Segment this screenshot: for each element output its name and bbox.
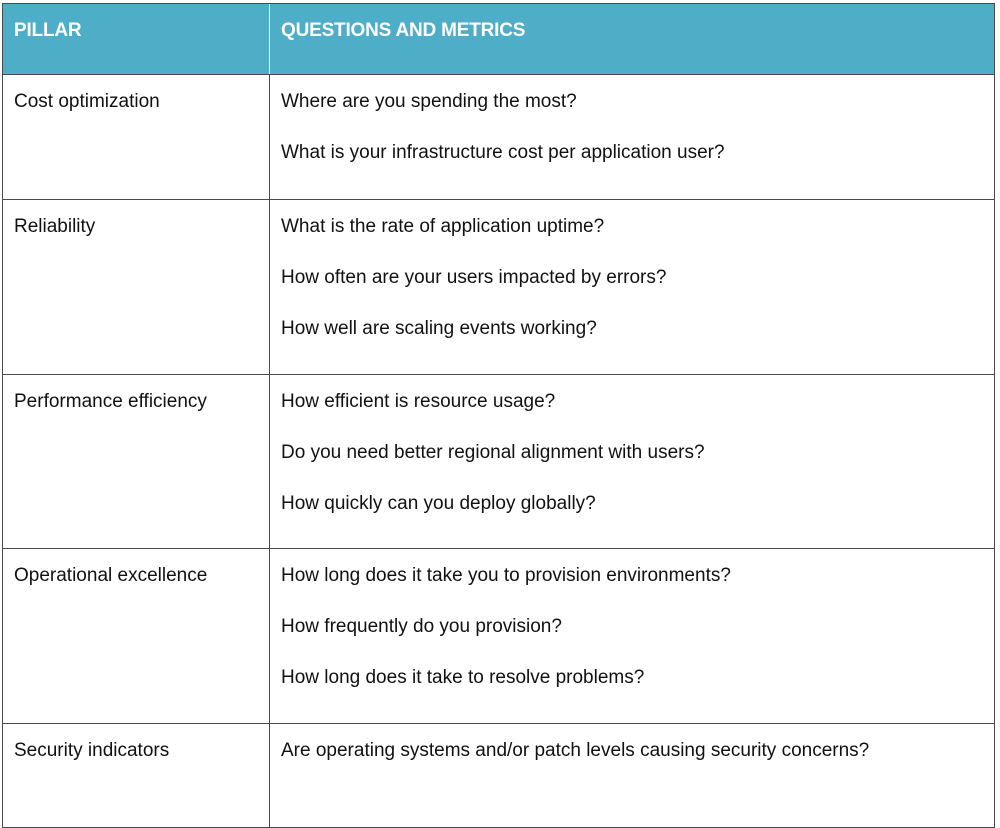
pillar-cell: Security indicators (3, 724, 270, 827)
question-item: How quickly can you deploy globally? (281, 493, 596, 514)
pillar-cell: Operational excellence (3, 549, 270, 723)
table-row (3, 75, 994, 200)
questions-cell (270, 724, 994, 827)
header-pillar: PILLAR (3, 4, 270, 74)
pillar-cell: Performance efficiency (3, 375, 270, 548)
question-item: Do you need better regional alignment with users? (281, 442, 705, 463)
question-item: What is the rate of application uptime? (281, 216, 605, 237)
question-item: What is your infrastructure cost per application user? (281, 142, 725, 163)
table-row (3, 375, 994, 549)
table-row (3, 724, 994, 827)
pillar-cell: Cost optimization (3, 75, 270, 199)
pillar-cell: Reliability (3, 200, 270, 374)
table-row (3, 549, 994, 724)
table-header-row (3, 4, 994, 75)
questions-cell (270, 75, 994, 199)
question-item: How often are your users impacted by errors? (281, 267, 667, 288)
question-item: How long does it take you to provision environments? (281, 565, 731, 586)
table-row (3, 200, 994, 375)
questions-cell (270, 200, 994, 374)
question-item: How well are scaling events working? (281, 318, 597, 339)
header-questions-and-metrics: QUESTIONS AND METRICS (281, 20, 526, 41)
question-item: How frequently do you provision? (281, 616, 562, 637)
question-item: Where are you spending the most? (281, 91, 577, 112)
question-item: How long does it take to resolve problems? (281, 667, 645, 688)
question-item: Are operating systems and/or patch levels causing security concerns? (281, 740, 870, 761)
questions-cell (270, 375, 994, 548)
questions-cell (270, 549, 994, 723)
pillar-metrics-table (2, 3, 995, 828)
question-item: How efficient is resource usage? (281, 391, 556, 412)
